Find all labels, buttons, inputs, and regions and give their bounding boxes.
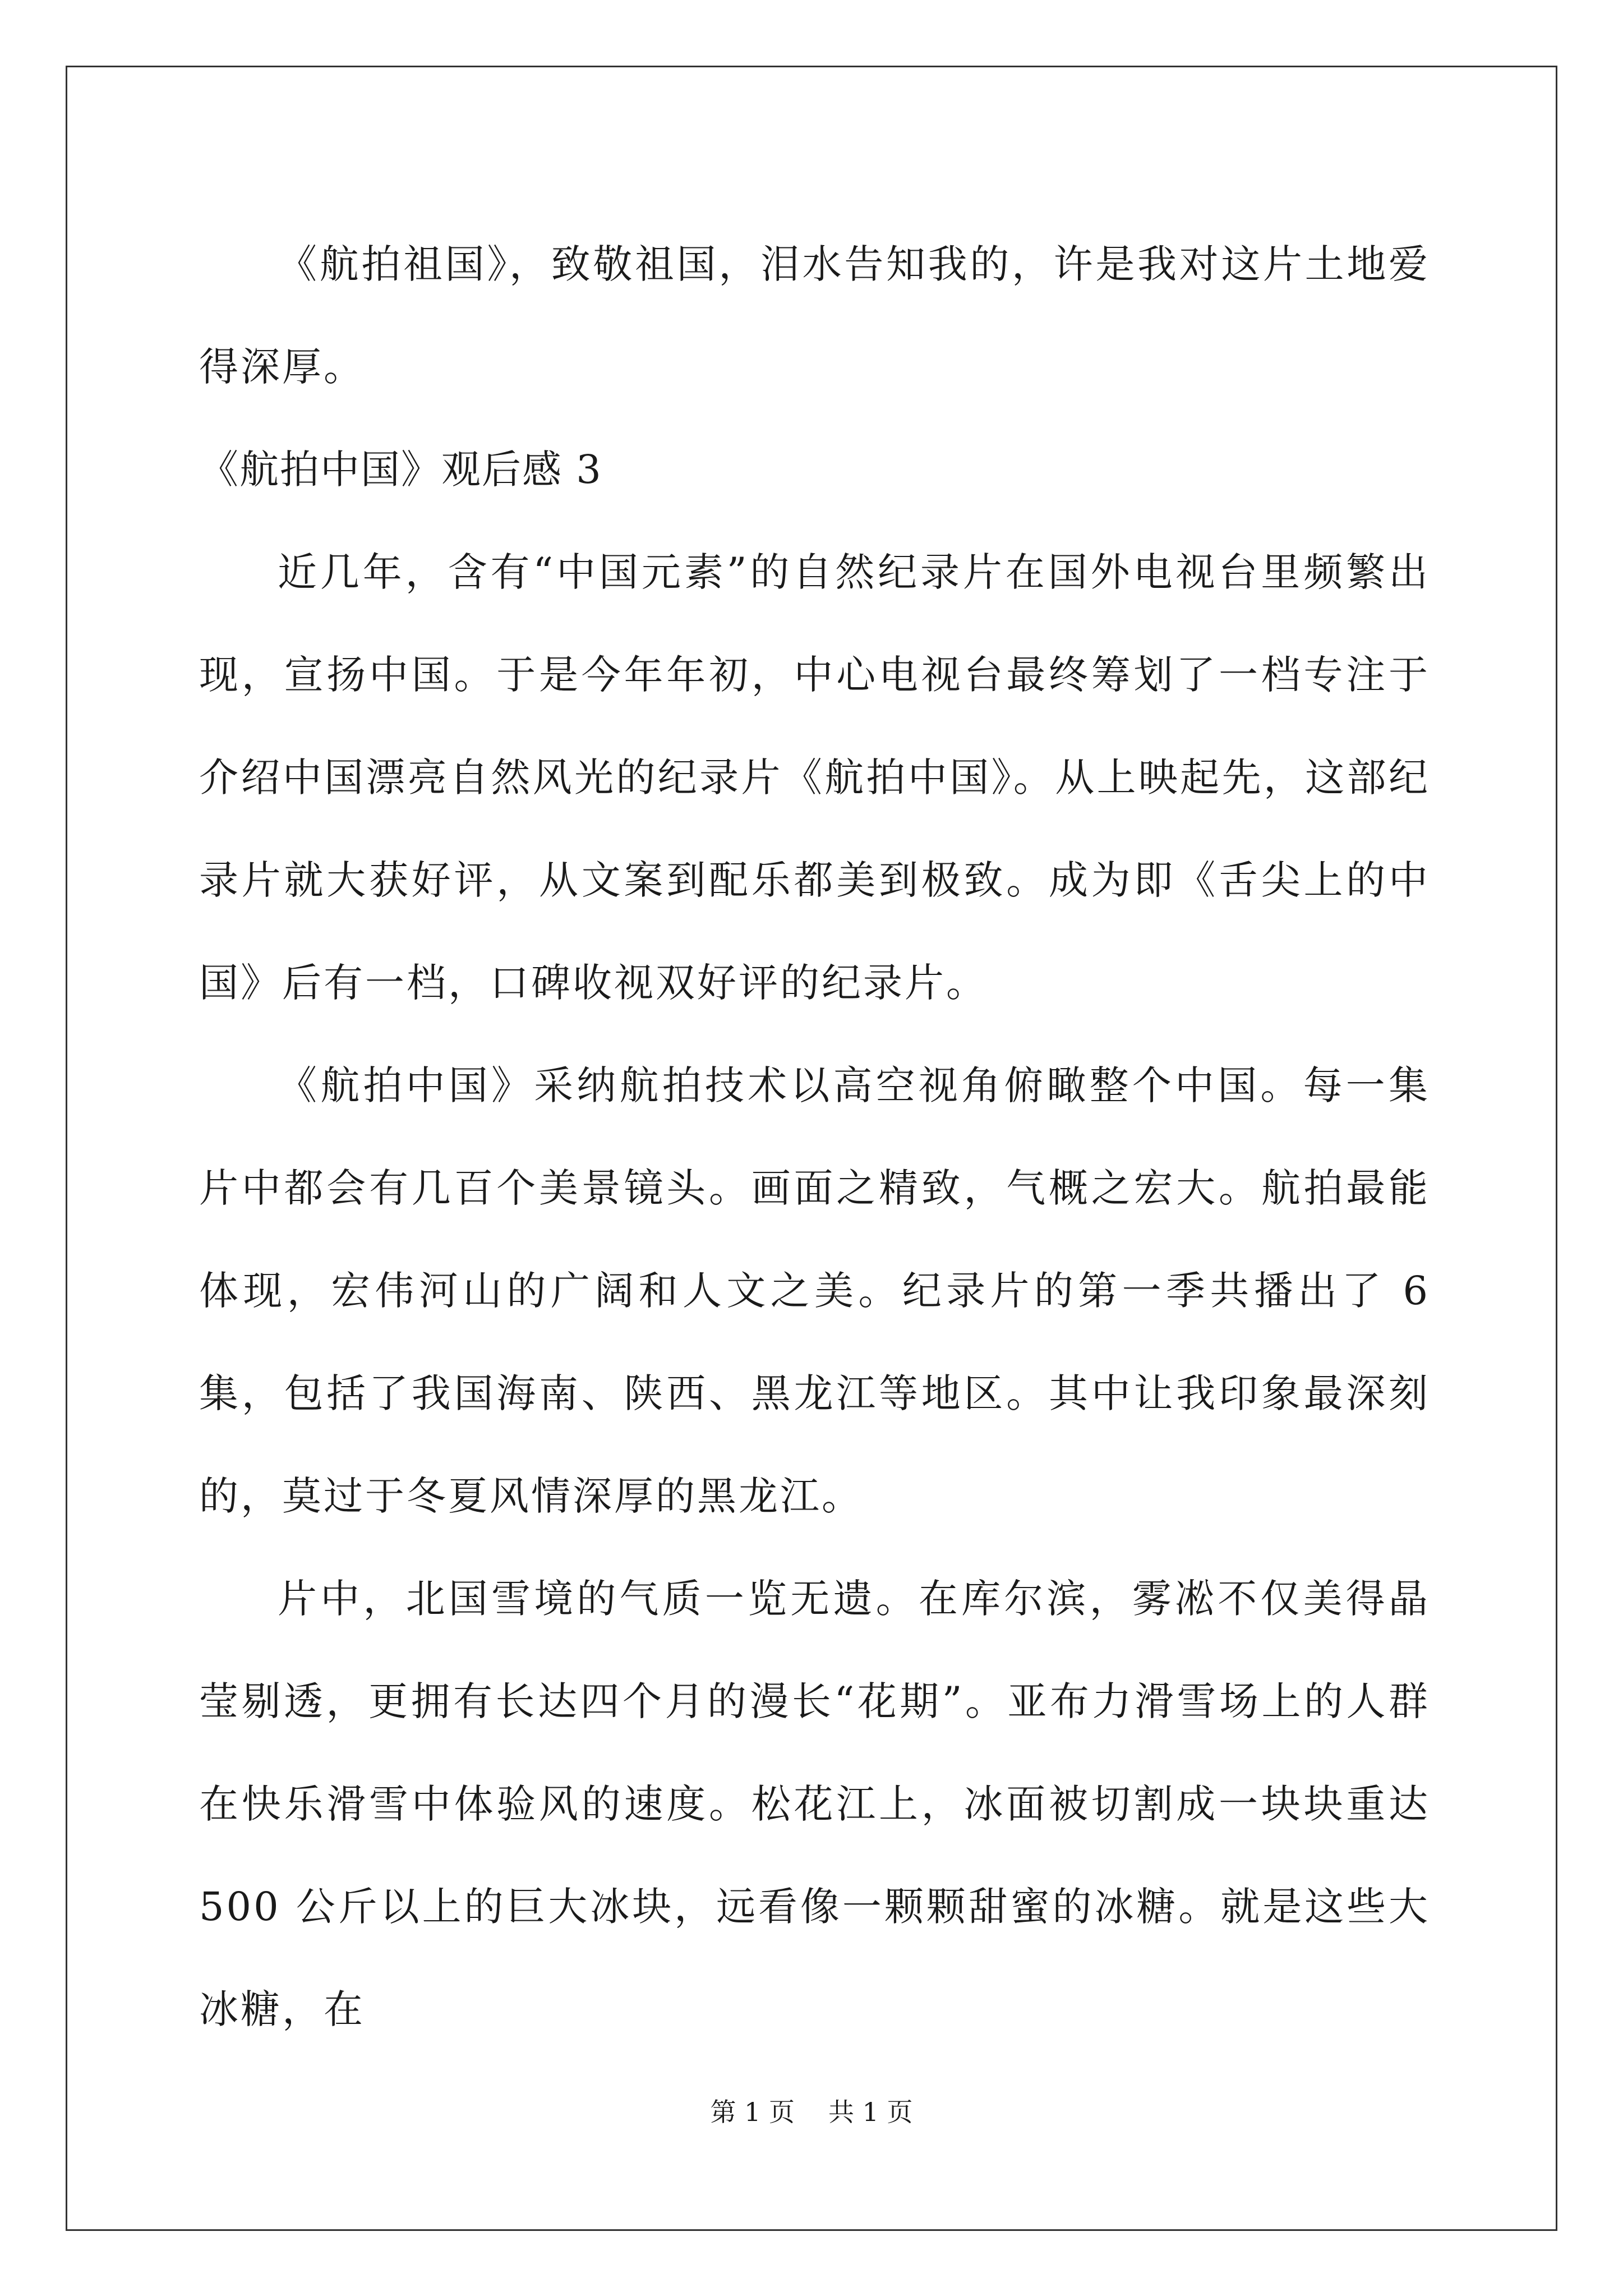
paragraph-4: 片中，北国雪境的气质一览无遗。在库尔滨，雾凇不仅美得晶莹剔透，更拥有长达四个月的漫长“花期”。亚布力滑雪场上的人群在快乐滑雪中体验风的速度。松花江上，冰面被切割成一块块重达 500 公斤以上的巨大冰块，远看像一颗颗甜蜜的冰糖。就是这些大冰糖，在 xyxy=(199,1576,1430,2032)
paragraph-3: 《航拍中国》采纳航拍技术以高空视角俯瞰整个中国。每一集片中都会有几百个美景镜头。画面之精致，气概之宏大。航拍最能体现，宏伟河山的广阔和人文之美。纪录片的第一季共播出了 6 集，包括了我国海南、陕西、黑龙江等地区。其中让我印象最深刻的，莫过于冬夏风情深厚的黑龙江。 xyxy=(199,1062,1430,1519)
page-total: 共 1 页 xyxy=(828,2097,913,2127)
section-heading: 《航拍中国》观后感 3 xyxy=(199,447,602,493)
page-footer xyxy=(0,2095,1623,2129)
document-body xyxy=(199,213,1430,2061)
page-number: 第 1 页 xyxy=(710,2097,795,2127)
paragraph-1: 《航拍祖国》，致敬祖国，泪水告知我的，许是我对这片土地爱得深厚。 xyxy=(199,241,1430,390)
paragraph-2: 近几年，含有“中国元素”的自然纪录片在国外电视台里频繁出现，宣扬中国。于是今年年初，中心电视台最终筹划了一档专注于介绍中国漂亮自然风光的纪录片《航拍中国》。从上映起先，这部纪录片就大获好评，从文案到配乐都美到极致。成为即《舌尖上的中国》后有一档，口碑收视双好评的纪录片。 xyxy=(199,549,1430,1006)
